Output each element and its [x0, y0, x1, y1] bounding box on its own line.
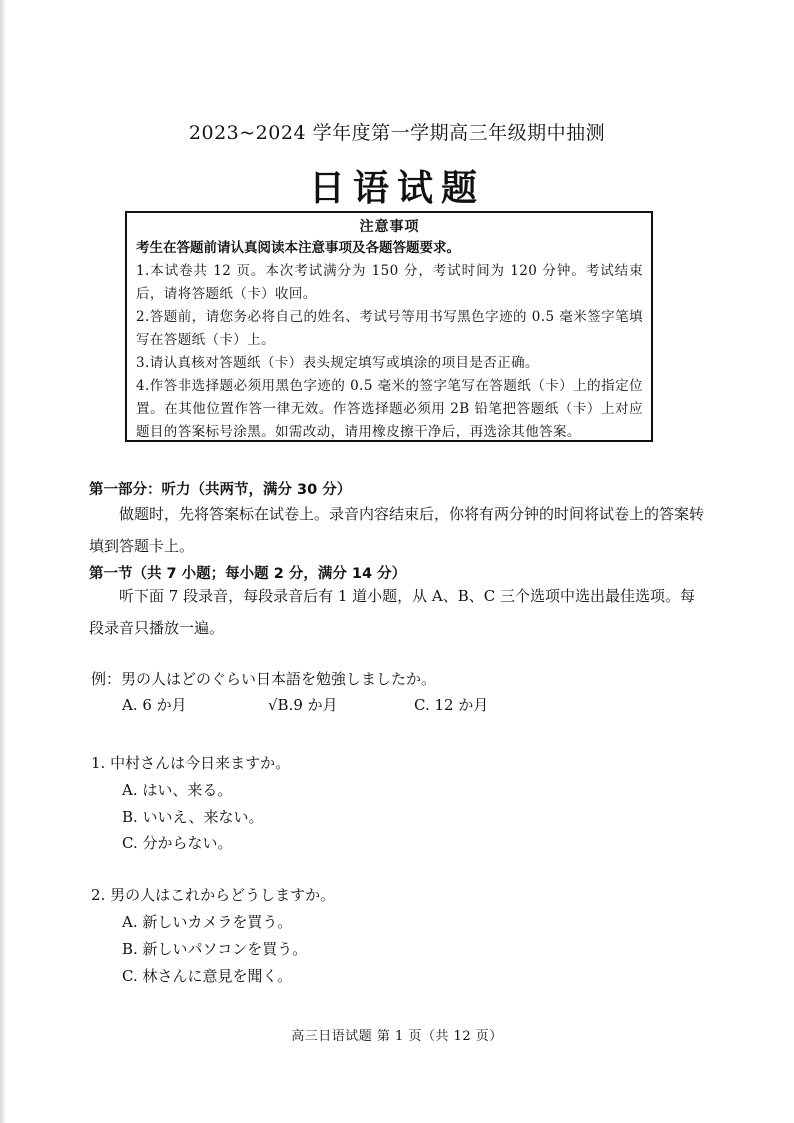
example-option-c: C. 12 か月 [414, 696, 489, 714]
notice-item: 1.本试卷共 12 页。本次考试满分为 150 分，考试时间为 120 分钟。考试结束后，请将答题纸（卡）收回。 [136, 263, 643, 302]
example-option-b: √B.9 か月 [268, 696, 338, 714]
notice-box [125, 211, 653, 442]
section1-instruction: 听下面 7 段录音，每段录音后有 1 道小题，从 A、B、C 三个选项中选出最佳选项。每段录音只播放一遍。 [89, 587, 696, 637]
question-1-option-a: A. はい、来る。 [122, 781, 233, 799]
question-2-option-b: B. 新しいパソコンを買う。 [122, 940, 308, 958]
example-question: 例：男の人はどのぐらい日本語を勉強しましたか。 [91, 670, 437, 688]
example-option-a: A. 6 か月 [122, 696, 187, 714]
page-footer: 高三日语试题 第 1 页（共 12 页） [291, 1029, 503, 1044]
question-1: 1. 中村さんは今日来ますか。 [91, 754, 291, 772]
exam-title: 日语试题 [308, 168, 485, 209]
notice-item: 3.请认真核对答题纸（卡）表头规定填写或填涂的项目是否正确。 [136, 355, 539, 371]
exam-subtitle: 2023~2024 学年度第一学期高三年级期中抽测 [188, 122, 606, 144]
question-1-option-b: B. いいえ、来ない。 [122, 808, 264, 826]
notice-lead: 考生在答题前请认真阅读本注意事项及各题答题要求。 [136, 240, 460, 256]
part1-heading: 第一部分：听力（共两节，满分 30 分） [89, 482, 352, 498]
question-2-option-c: C. 林さんに意見を聞く。 [122, 967, 293, 985]
notice-item: 2.答题前，请您务必将自己的姓名、考试号等用书写黑色字迹的 0.5 毫米签字笔填写在答题纸（卡）上。 [136, 309, 643, 348]
question-2-option-a: A. 新しいカメラを買う。 [122, 913, 293, 931]
notice-title: 注意事项 [359, 219, 420, 235]
section1-heading: 第一节（共 7 小题；每小题 2 分，满分 14 分） [89, 566, 407, 582]
question-1-option-c: C. 分からない。 [122, 834, 233, 852]
question-2: 2. 男の人はこれからどうしますか。 [91, 886, 336, 904]
notice-item: 4.作答非选择题必须用黑色字迹的 0.5 毫米的签字笔写在答题纸（卡）上的指定位置。在其他位置作答一律无效。作答选择题必须用 2B 铅笔把答题纸（卡）上对应题目的答案标号涂黑。如需改动，请用橡皮擦干净后，再选涂其他答案。 [136, 378, 643, 440]
part1-instruction: 做题时，先将答案标在试卷上。录音内容结束后，你将有两分钟的时间将试卷上的答案转填到答题卡上。 [89, 505, 705, 555]
